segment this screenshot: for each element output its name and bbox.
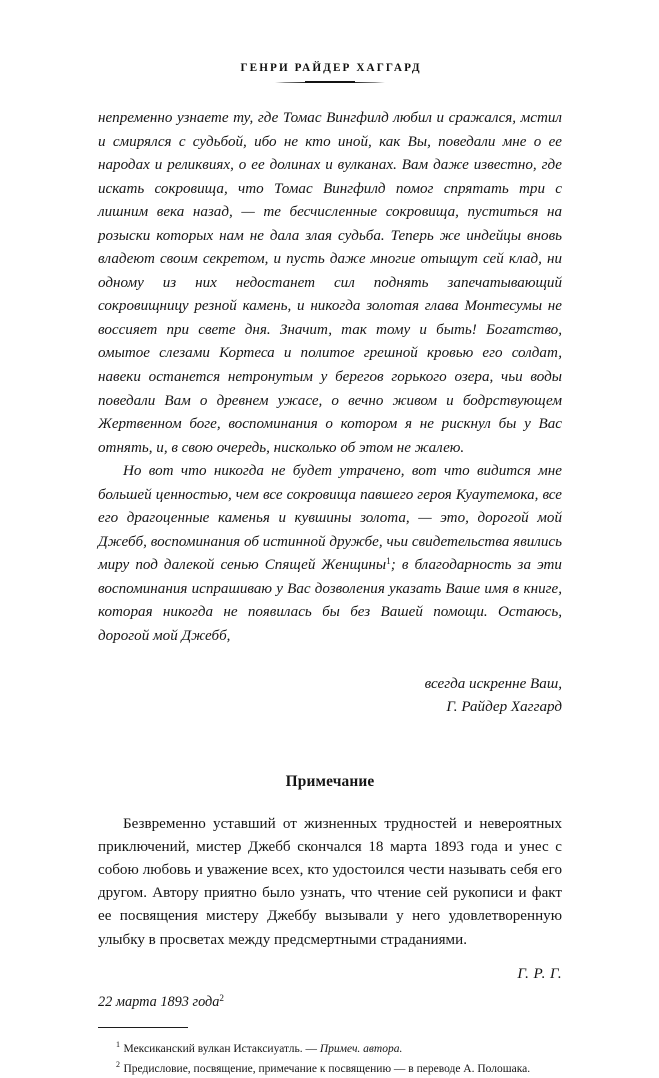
- note-date: [98, 994, 562, 1011]
- note-signature: Г. Р. Г.: [517, 965, 562, 982]
- letter-paragraph-2-part-1: Но вот что никогда не будет утрачено, вот что видится мне большей ценностью, чем все сокровища павшего героя Куаутемока, все его драгоценные каменья и кувшины золота, — это, дорогой мой Джебб, воспоминания об истинной дружбе, чьи свидетельства явились миру под далекой сенью Спящей Женщины: [98, 463, 562, 574]
- footnote-text: Предисловие, посвящение, примечание к посвящению — в переводе А. Полошака.: [123, 1063, 531, 1076]
- ornamental-rule: [275, 81, 385, 85]
- note-heading: Примечание: [285, 772, 375, 790]
- letter-body: [98, 107, 562, 649]
- signoff-line-2: Г. Райдер Хаггард: [446, 699, 562, 716]
- note-paragraph: Безвременно уставший от жизненных трудностей и невероятных приключений, мистер Джебб скончался 18 марта 1893 года и унес с собою любовь и уважение всех, кто удостоился чести называть себя его другом. Автору приятно было узнать, что чтение сей рукописи и факт ее посвящения мистеру Джеббу вызывали у него удовлетворенную улыбку в просветах между предсмертными страданиями.: [98, 815, 562, 948]
- footnote-item: [98, 1057, 562, 1078]
- letter-paragraph-2: [98, 460, 562, 648]
- footnote-ref-2[interactable]: 2: [219, 992, 225, 1003]
- signoff-line-1: всегда искренне Ваш,: [424, 675, 562, 692]
- footnote-ref-1[interactable]: 1: [386, 556, 391, 567]
- text-block: [98, 0, 562, 1078]
- ornament-core: [305, 81, 356, 83]
- letter-paragraph-2-part-2: ; в благодарность за эти воспоминания испрашиваю у Вас дозволения указать Ваше имя в книге, которая никогда не появилась бы без Вашей помощи. Остаюсь, дорогой мой Джебб,: [98, 557, 562, 645]
- note-body: [98, 813, 562, 952]
- footnote-list: [98, 1037, 562, 1078]
- footnote-text: Мексиканский вулкан Истаксиуатль. —: [123, 1042, 320, 1055]
- note-date-text: 22 марта 1893 года: [98, 993, 220, 1010]
- footnote-marker: 1: [116, 1039, 120, 1049]
- footnote-item: [98, 1037, 562, 1058]
- footnote-separator-rule: [98, 1027, 188, 1028]
- letter-signoff: [98, 673, 562, 720]
- running-head: ГЕНРИ РАЙДЕР ХАГГАРД: [240, 62, 422, 74]
- letter-paragraph-1: непременно узнаете ту, где Томас Вингфилд любил и сражался, мстил и смирялся с судьбой, ибо не кто иной, как Вы, поведали мне о ее народах и реликвиях, о ее долинах и вулканах. Вам даже известно, где искать сокровища, что Томас Вингфилд помог спрятать три с лишним века назад, — те бесчисленные сокровища, пуститься на розыски которых нам не дала злая судьба. Теперь же индейцы вновь владеют своим секретом, и пусть даже многие отыщут сей клад, ни одному из них недостанет сил поднять запечатывающий сокровищницу резной камень, и никогда золотая глава Монтесумы не воссияет при свете дня. Значит, так тому и быть! Богатство, омытое слезами Кортеса и политое грешной кровью его солдат, навеки останется нетронутым у берегов горького озера, чьи воды поведали Вам о древнем ужасе, о вечно живом и бодрствующем Жертвенном боге, воспоминания о котором я не рискнул бы у Вас отнять, и, в свою очередь, нисколько об этом не жалею.: [98, 110, 562, 456]
- footnote-attribution: Примеч. автора.: [319, 1042, 403, 1055]
- footnote-marker: 2: [116, 1060, 120, 1070]
